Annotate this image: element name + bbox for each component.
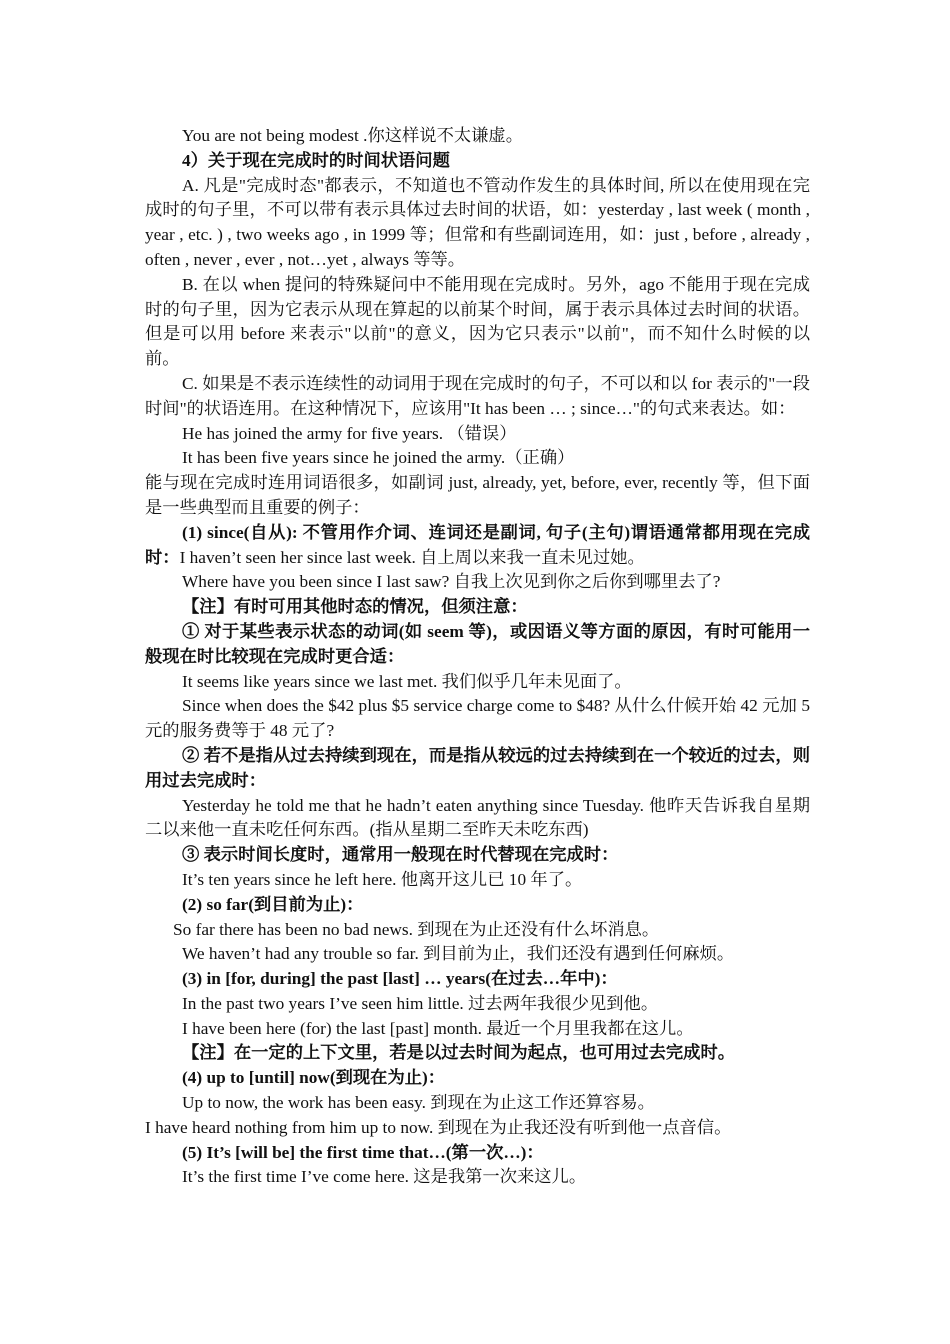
note-point-3: ③ 表示时间长度时，通常用一般现在时代替现在完成时： [182,845,619,865]
example-modest: You are not being modest .你这样说不太谦虚。 [182,126,523,145]
example-up-to-now-1: Up to now, the work has been easy. 到现在为止这工作还算容易。 [182,1093,655,1113]
example-yesterday: Yesterday he told me that he hadn’t eaten anything since Tuesday. 他昨天告诉我自星期二以来他一直未吃任何东西。(指从星期二至昨天未吃东西) [145,795,810,840]
paragraph-b: B. 在以 when 提问的特殊疑问中不能用现在完成时。另外，ago 不能用于现在完成时的句子里，因为它表示从现在算起的以前某个时间，属于表示具体过去时间的状语。但是可以用 before 来表示"以前"的意义，因为它只表示"以前"，而不知什么时候的以前。 [145,274,810,369]
note-since: 【注】有时可用其他时态的情况，但须注意： [182,597,528,617]
example-seems: It seems like years since we last met. 我们似乎几年未见面了。 [182,671,632,691]
example-so-far-1: So far there has been no bad news. 到现在为止还没有什么坏消息。 [173,919,660,939]
item-up-to-now-heading: (4) up to [until] now(到现在为止)： [182,1068,446,1088]
example-past-1: In the past two years I’ve seen him little. 过去两年我很少见到他。 [182,993,659,1013]
section-heading-4: 4）关于现在完成时的时间状语问题 [182,150,450,170]
example-ten-years: It’s ten years since he left here. 他离开这儿已 10 年了。 [182,869,583,889]
example-correct: It has been five years since he joined the army.（正确） [182,448,575,468]
paragraph-a: A. 凡是"完成时态"都表示，不知道也不管动作发生的具体时间, 所以在使用现在完成时的句子里，不可以带有表示具体过去时间的状语，如：yesterday , last week ( month , year , etc. ) , two weeks ago , in 1999 等；但常和有些副词连用，如：just , before , already , often , never , ever , not…yet , always 等等。 [145,175,810,269]
note-point-2: ② 若不是指从过去持续到现在，而是指从较远的过去持续到在一个较近的过去，则用过去完成时： [145,745,810,790]
paragraph-c: C. 如果是不表示连续性的动词用于现在完成时的句子，不可以和以 for 表示的"一段时间"的状语连用。在这种情况下，应该用"It has been … ; since…"的句式来表达。如： [145,373,810,418]
paragraph-intro: 能与现在完成时连用词语很多，如副词 just, already, yet, before, ever, recently 等，但下面是一些典型而且重要的例子： [145,473,810,517]
item-so-far-heading: (2) so far(到目前为止)： [182,894,364,914]
note-point-1: ① 对于某些表示状态的动词(如 seem 等)，或因语义等方面的原因，有时可能用一般现在时比较现在完成时更合适： [145,621,810,666]
item-since-example: I haven’t seen her since last week. 自上周以来我一直未见过她。 [179,547,645,567]
example-since-when: Since when does the $42 plus $5 service charge come to $48? 从什么什候开始 42 元加 5 元的服务费等于 48 元了? [145,696,810,741]
example-past-2: I have been here (for) the last [past] month. 最近一个月里我都在这儿。 [182,1018,694,1038]
note-past-perfect: 【注】在一定的上下文里，若是以过去时间为起点，也可用过去完成时。 [182,1043,736,1063]
item-first-time-heading: (5) It’s [will be] the first time that…(第一次…)： [182,1142,544,1162]
item-since [145,521,810,571]
example-since-2: Where have you been since I last saw? 自我上次见到你之后你到哪里去了? [182,572,721,592]
example-wrong: He has joined the army for five years. （错误） [182,423,517,443]
example-first-time: It’s the first time I’ve come here. 这是我第一次来这儿。 [182,1167,587,1187]
document-body [145,124,810,1190]
item-since-heading: (1) since(自从): 不管用作介词、连词还是副词, 句子(主句)谓语通常都用现在完成时： [145,522,810,567]
item-past-years-heading: (3) in [for, during] the past [last] … years(在过去…年中)： [182,969,618,989]
example-so-far-2: We haven’t had any trouble so far. 到目前为止，我们还没有遇到任何麻烦。 [182,944,735,964]
example-up-to-now-2: I have heard nothing from him up to now. 到现在为止我还没有听到他一点音信。 [145,1117,732,1137]
